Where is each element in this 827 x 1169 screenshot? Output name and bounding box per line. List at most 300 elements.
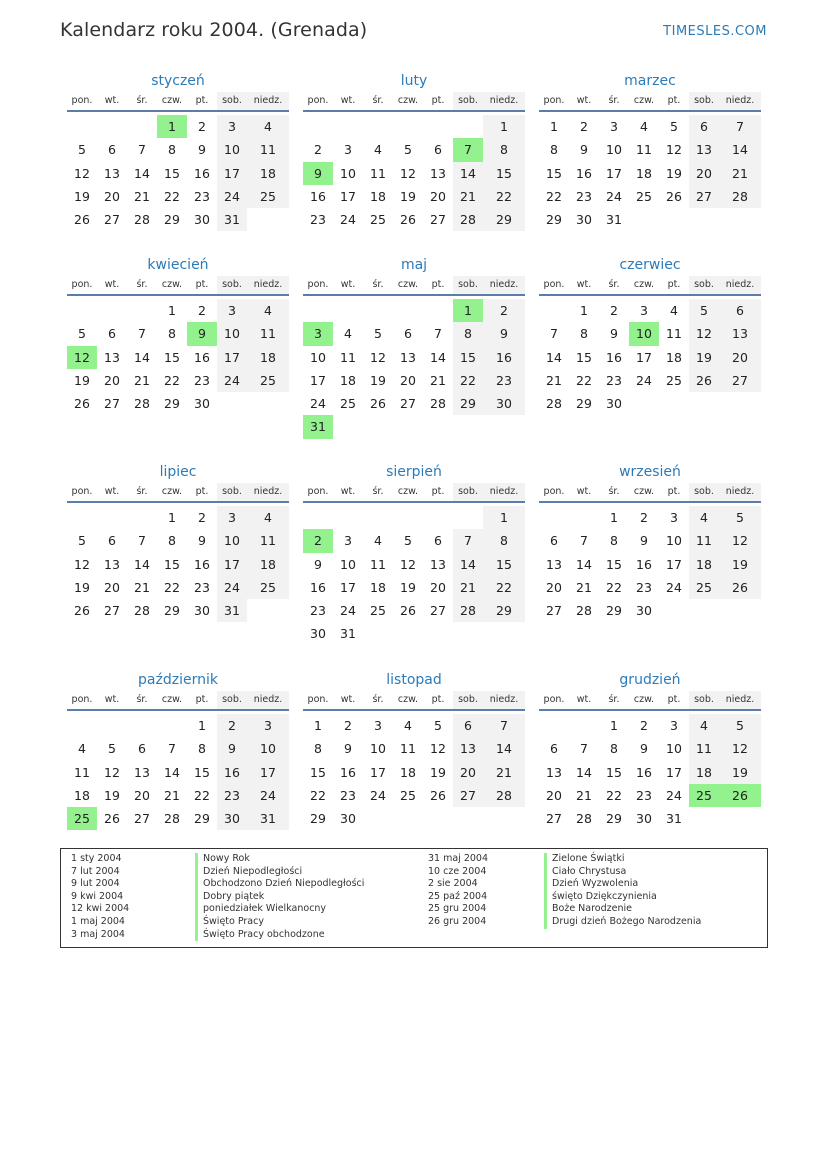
day-cell: 1 (483, 115, 525, 138)
weekday-label: czw. (397, 279, 419, 290)
week-row (303, 322, 525, 345)
legend-date: 12 kwi 2004 (71, 903, 130, 915)
weekday-header (539, 691, 761, 711)
day-cell: 4 (247, 506, 289, 529)
week-row (303, 622, 525, 645)
day-cell: 8 (483, 138, 525, 161)
day-cell: 12 (689, 322, 719, 345)
day-cell: 30 (194, 396, 210, 412)
day-cell: 25 (400, 787, 416, 803)
empty-cell (97, 506, 127, 529)
day-cell: 28 (483, 784, 525, 807)
day-cell: 11 (370, 165, 386, 181)
day-cell: 5 (670, 119, 678, 134)
day-cell: 24 (666, 787, 682, 803)
week-row (67, 553, 289, 576)
day-cell: 11 (636, 142, 652, 158)
day-cell: 29 (164, 396, 180, 412)
day-cell: 17 (217, 162, 247, 185)
day-cell: 3 (344, 142, 352, 158)
empty-cell (247, 599, 289, 622)
day-cell: 15 (164, 349, 180, 365)
day-cell: 9 (217, 737, 247, 760)
week-row (303, 529, 525, 552)
week-row (539, 208, 761, 231)
legend-date: 26 gru 2004 (428, 915, 487, 927)
month-days (67, 711, 289, 830)
empty-cell (217, 392, 247, 415)
day-cell: 10 (217, 138, 247, 161)
day-cell: 29 (310, 811, 326, 827)
empty-cell (719, 807, 761, 830)
legend-date: 25 paź 2004 (428, 890, 488, 902)
day-cell: 9 (314, 556, 322, 572)
day-cell: 7 (138, 326, 146, 342)
day-cell: 11 (689, 737, 719, 760)
day-cell: 5 (404, 142, 412, 158)
day-cell: 13 (104, 165, 120, 181)
day-cell: 5 (78, 326, 86, 342)
week-row (539, 529, 761, 552)
day-cell: 3 (374, 718, 382, 733)
day-cell: 12 (719, 737, 761, 760)
weekday-header (539, 92, 761, 112)
week-row (539, 737, 761, 760)
day-cell: 27 (719, 369, 761, 392)
empty-cell (483, 415, 525, 438)
month-calendar (539, 669, 761, 830)
legend-holiday-name: poniedziałek Wielkanocny (195, 903, 364, 916)
day-cell: 24 (636, 372, 652, 388)
day-cell: 25 (689, 576, 719, 599)
legend-holiday-name: Drugi dzień Bożego Narodzenia (544, 916, 701, 929)
day-cell: 24 (310, 396, 326, 412)
day-cell: 17 (310, 372, 326, 388)
day-cell: 8 (453, 322, 483, 345)
legend-holiday-name: Boże Narodzenie (544, 903, 701, 916)
day-cell: 24 (340, 212, 356, 228)
week-row (539, 553, 761, 576)
weekday-label: sob. (217, 276, 247, 294)
day-cell: 2 (640, 510, 648, 525)
weekday-label: czw. (397, 486, 419, 497)
day-cell: 26 (104, 811, 120, 827)
day-cell: 19 (666, 165, 682, 181)
day-cell: 9 (303, 162, 333, 185)
day-cell: 19 (370, 372, 386, 388)
empty-cell (67, 506, 97, 529)
day-cell: 29 (546, 212, 562, 228)
week-row (67, 322, 289, 345)
brand-link[interactable]: TIMESLES.COM (663, 24, 767, 39)
day-cell: 11 (74, 764, 90, 780)
day-cell: 4 (247, 299, 289, 322)
day-cell: 20 (430, 579, 446, 595)
day-cell: 16 (194, 165, 210, 181)
week-row (539, 714, 761, 737)
legend-date: 2 sie 2004 (428, 878, 478, 890)
weekday-label: sob. (689, 483, 719, 501)
day-cell: 13 (134, 764, 150, 780)
weekday-label: pon. (71, 694, 93, 705)
week-row (303, 299, 525, 322)
weekday-label: sob. (217, 691, 247, 709)
day-cell: 30 (194, 212, 210, 228)
day-cell: 27 (546, 603, 562, 619)
day-cell: 17 (606, 165, 622, 181)
weekday-label: wt. (576, 279, 592, 290)
day-cell: 20 (104, 579, 120, 595)
day-cell: 26 (666, 188, 682, 204)
day-cell: 18 (247, 346, 289, 369)
weekday-label: śr. (608, 486, 620, 497)
empty-cell (393, 622, 423, 645)
day-cell: 19 (719, 761, 761, 784)
day-cell: 16 (217, 761, 247, 784)
day-cell: 5 (108, 741, 116, 757)
week-row (303, 185, 525, 208)
weekday-label: śr. (608, 694, 620, 705)
empty-cell (659, 392, 689, 415)
day-cell: 26 (719, 784, 761, 807)
day-cell: 9 (580, 142, 588, 158)
empty-cell (453, 807, 483, 830)
week-row (303, 208, 525, 231)
weekday-label: sob. (453, 92, 483, 110)
weekday-label: pon. (543, 694, 565, 705)
day-cell: 10 (666, 533, 682, 549)
empty-cell (539, 714, 569, 737)
weekday-label: wt. (340, 279, 356, 290)
day-cell: 25 (370, 212, 386, 228)
weekday-label: śr. (372, 279, 384, 290)
empty-cell (423, 622, 453, 645)
day-cell: 23 (636, 579, 652, 595)
empty-cell (247, 208, 289, 231)
day-cell: 11 (247, 322, 289, 345)
page-title: Kalendarz roku 2004. (Grenada) (60, 19, 368, 41)
day-cell: 17 (666, 556, 682, 572)
day-cell: 25 (247, 185, 289, 208)
legend-holiday-name: Zielone Świątki (544, 853, 701, 866)
month-days (539, 711, 761, 830)
week-row (303, 162, 525, 185)
empty-cell (539, 506, 569, 529)
day-cell: 27 (689, 185, 719, 208)
day-cell: 13 (719, 322, 761, 345)
day-cell: 14 (134, 556, 150, 572)
day-cell: 17 (217, 346, 247, 369)
empty-cell (333, 415, 363, 438)
empty-cell (569, 506, 599, 529)
day-cell: 8 (483, 529, 525, 552)
weekday-label: pt. (195, 279, 209, 290)
week-row (67, 162, 289, 185)
weekday-label: niedz. (719, 483, 761, 501)
day-cell: 20 (546, 579, 562, 595)
day-cell: 28 (134, 212, 150, 228)
empty-cell (629, 392, 659, 415)
day-cell: 5 (689, 299, 719, 322)
month-days (539, 112, 761, 231)
day-cell: 25 (247, 576, 289, 599)
week-row (67, 369, 289, 392)
month-calendar (539, 461, 761, 622)
day-cell: 21 (576, 787, 592, 803)
day-cell: 20 (104, 372, 120, 388)
day-cell: 8 (550, 142, 558, 158)
day-cell: 31 (303, 415, 333, 438)
day-cell: 16 (483, 346, 525, 369)
day-cell: 29 (606, 811, 622, 827)
day-cell: 23 (636, 787, 652, 803)
day-cell: 4 (374, 533, 382, 549)
day-cell: 3 (217, 115, 247, 138)
day-cell: 29 (164, 212, 180, 228)
week-row (539, 506, 761, 529)
weekday-label: czw. (633, 694, 655, 705)
day-cell: 15 (483, 162, 525, 185)
day-cell: 16 (340, 764, 356, 780)
day-cell: 4 (247, 115, 289, 138)
day-cell: 15 (576, 349, 592, 365)
empty-cell (363, 506, 393, 529)
day-cell: 30 (606, 396, 622, 412)
weekday-label: śr. (136, 694, 148, 705)
day-cell: 2 (198, 303, 206, 318)
month-days (303, 296, 525, 439)
day-cell: 5 (78, 533, 86, 549)
week-row (67, 346, 289, 369)
month-calendar (539, 254, 761, 415)
day-cell: 17 (340, 579, 356, 595)
day-cell: 1 (168, 510, 176, 525)
legend-date: 3 maj 2004 (71, 928, 125, 940)
day-cell: 11 (370, 556, 386, 572)
day-cell: 1 (550, 119, 558, 134)
weekday-label: pon. (71, 95, 93, 106)
day-cell: 25 (340, 396, 356, 412)
day-cell: 15 (606, 764, 622, 780)
day-cell: 6 (404, 326, 412, 342)
weekday-label: pon. (71, 486, 93, 497)
weekday-label: pon. (543, 95, 565, 106)
day-cell: 15 (194, 764, 210, 780)
weekday-label: niedz. (247, 691, 289, 709)
day-cell: 12 (67, 346, 97, 369)
day-cell: 18 (689, 553, 719, 576)
day-cell: 23 (483, 369, 525, 392)
day-cell: 27 (134, 811, 150, 827)
week-row (303, 737, 525, 760)
day-cell: 26 (400, 603, 416, 619)
week-row (539, 115, 761, 138)
day-cell: 18 (400, 764, 416, 780)
day-cell: 14 (164, 764, 180, 780)
empty-cell (67, 714, 97, 737)
day-cell: 4 (689, 506, 719, 529)
weekday-label: czw. (633, 279, 655, 290)
weekday-header (539, 276, 761, 296)
day-cell: 14 (453, 553, 483, 576)
day-cell: 26 (370, 396, 386, 412)
day-cell: 24 (606, 188, 622, 204)
legend-left-dates (71, 853, 129, 941)
legend-date: 1 maj 2004 (71, 915, 125, 927)
day-cell: 23 (194, 579, 210, 595)
legend-holiday-name: Nowy Rok (195, 853, 364, 866)
week-row (303, 784, 525, 807)
day-cell: 5 (374, 326, 382, 342)
legend-holiday-name: święto Dziękczynienia (544, 891, 701, 904)
day-cell: 3 (640, 303, 648, 318)
week-row (303, 415, 525, 438)
day-cell: 19 (74, 372, 90, 388)
month-days (67, 112, 289, 231)
week-row (303, 553, 525, 576)
day-cell: 21 (576, 579, 592, 595)
empty-cell (453, 115, 483, 138)
week-row (539, 138, 761, 161)
day-cell: 18 (247, 553, 289, 576)
day-cell: 29 (164, 603, 180, 619)
day-cell: 20 (546, 787, 562, 803)
empty-cell (393, 506, 423, 529)
day-cell: 29 (453, 392, 483, 415)
weekday-header (67, 92, 289, 112)
day-cell: 8 (580, 326, 588, 342)
day-cell: 16 (310, 188, 326, 204)
legend-date: 9 kwi 2004 (71, 890, 124, 902)
empty-cell (97, 299, 127, 322)
legend-date: 31 maj 2004 (428, 853, 489, 864)
week-row (539, 807, 761, 830)
day-cell: 22 (453, 369, 483, 392)
day-cell: 2 (610, 303, 618, 318)
month-days (303, 711, 525, 830)
day-cell: 4 (689, 714, 719, 737)
weekday-label: czw. (161, 486, 183, 497)
day-cell: 17 (636, 349, 652, 365)
day-cell: 28 (453, 208, 483, 231)
weekday-header (67, 483, 289, 503)
day-cell: 31 (340, 626, 356, 642)
weekday-header (303, 483, 525, 503)
weekday-label: czw. (397, 95, 419, 106)
weekday-label: pon. (307, 694, 329, 705)
day-cell: 31 (666, 811, 682, 827)
day-cell: 9 (198, 142, 206, 158)
weekday-label: wt. (104, 95, 120, 106)
weekday-label: czw. (397, 694, 419, 705)
day-cell: 15 (546, 165, 562, 181)
month-name: sierpień (386, 464, 442, 480)
week-row (67, 138, 289, 161)
month-name: wrzesień (619, 464, 681, 480)
day-cell: 22 (164, 372, 180, 388)
day-cell: 3 (303, 322, 333, 345)
day-cell: 22 (483, 576, 525, 599)
day-cell: 10 (310, 349, 326, 365)
day-cell: 29 (483, 208, 525, 231)
empty-cell (363, 115, 393, 138)
empty-cell (127, 714, 157, 737)
day-cell: 20 (689, 162, 719, 185)
day-cell: 24 (217, 185, 247, 208)
day-cell: 15 (606, 556, 622, 572)
day-cell: 15 (310, 764, 326, 780)
day-cell: 8 (168, 142, 176, 158)
week-row (303, 115, 525, 138)
day-cell: 7 (453, 138, 483, 161)
day-cell: 27 (400, 396, 416, 412)
day-cell: 30 (636, 603, 652, 619)
day-cell: 18 (689, 761, 719, 784)
day-cell: 17 (247, 761, 289, 784)
day-cell: 19 (104, 787, 120, 803)
weekday-header (539, 483, 761, 503)
day-cell: 7 (719, 115, 761, 138)
day-cell: 20 (453, 761, 483, 784)
day-cell: 15 (164, 165, 180, 181)
day-cell: 14 (546, 349, 562, 365)
day-cell: 29 (483, 599, 525, 622)
weekday-label: pon. (307, 279, 329, 290)
week-row (303, 761, 525, 784)
day-cell: 25 (370, 603, 386, 619)
day-cell: 28 (719, 185, 761, 208)
weekday-label: sob. (689, 276, 719, 294)
day-cell: 14 (576, 764, 592, 780)
day-cell: 7 (453, 529, 483, 552)
empty-cell (569, 714, 599, 737)
day-cell: 10 (217, 529, 247, 552)
week-row (539, 576, 761, 599)
weekday-label: niedz. (719, 92, 761, 110)
empty-cell (393, 807, 423, 830)
weekday-label: wt. (576, 694, 592, 705)
weekday-label: śr. (372, 486, 384, 497)
empty-cell (393, 115, 423, 138)
weekday-label: śr. (608, 279, 620, 290)
empty-cell (127, 506, 157, 529)
day-cell: 28 (546, 396, 562, 412)
weekday-label: pt. (667, 486, 681, 497)
week-row (303, 506, 525, 529)
day-cell: 30 (636, 811, 652, 827)
weekday-label: niedz. (719, 276, 761, 294)
day-cell: 19 (74, 188, 90, 204)
day-cell: 11 (340, 349, 356, 365)
day-cell: 31 (217, 599, 247, 622)
day-cell: 28 (134, 603, 150, 619)
month-name: luty (400, 73, 428, 89)
empty-cell (453, 622, 483, 645)
weekday-label: czw. (161, 279, 183, 290)
day-cell: 10 (340, 556, 356, 572)
day-cell: 2 (640, 718, 648, 733)
empty-cell (363, 299, 393, 322)
day-cell: 21 (134, 579, 150, 595)
day-cell: 9 (187, 322, 217, 345)
day-cell: 27 (104, 212, 120, 228)
day-cell: 14 (453, 162, 483, 185)
day-cell: 7 (580, 533, 588, 549)
weekday-label: sob. (453, 691, 483, 709)
day-cell: 10 (340, 165, 356, 181)
week-row (67, 506, 289, 529)
day-cell: 21 (430, 372, 446, 388)
